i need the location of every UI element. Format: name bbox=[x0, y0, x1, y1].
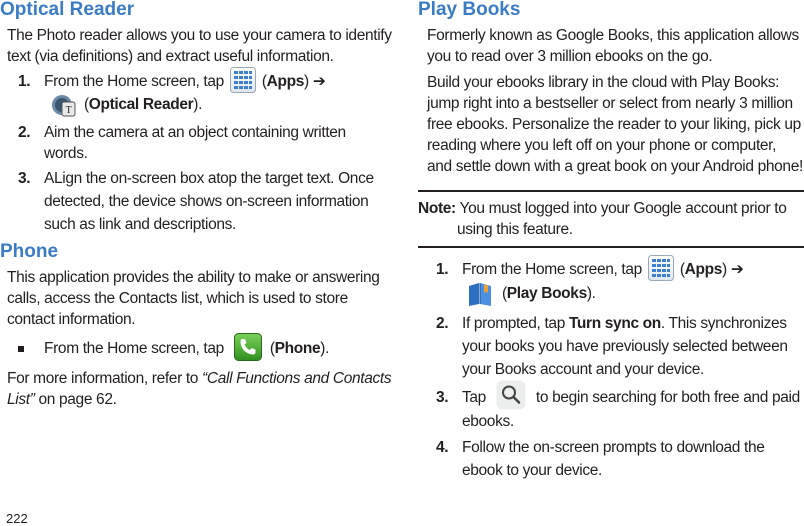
play-books-para2: Build your ebooks library in the cloud with Play Books: jump right into a bestseller or select from nearly 3 million free ebooks. Personalize the reader to your liking, pick up reading where you left off on your phone or computer, and settle down with a great book on your Android phone! bbox=[427, 74, 803, 175]
play-books-heading: Play Books bbox=[418, 0, 521, 20]
left-column bbox=[0, 0, 392, 410]
optical-reader-intro: The Photo reader allows you to use your camera to identify text (via definitions) and extract useful information. bbox=[7, 27, 392, 65]
optical-reader-steps bbox=[0, 71, 392, 236]
bullet-square-icon bbox=[18, 335, 25, 363]
note-label: Note: bbox=[418, 200, 456, 217]
list-item: 4. Follow the on-screen prompts to download the ebook to your device. bbox=[436, 439, 765, 479]
turn-sync-on-label: Turn sync on bbox=[568, 315, 661, 332]
list-item: From the Home screen, tap (Phone). bbox=[0, 335, 392, 363]
apps-grid-icon[interactable] bbox=[230, 67, 256, 93]
list-item: 3. ALign the on-screen box atop the target text. Once detected, the device shows on-screen information such as link and descriptions. bbox=[18, 170, 374, 233]
play-books-para1: Formerly known as Google Books, this application allows you to read over 3 million ebooks on the go. bbox=[427, 27, 799, 65]
optical-reader-heading: Optical Reader bbox=[0, 0, 135, 20]
apps-grid-icon[interactable] bbox=[648, 255, 674, 281]
note-text: You must logged into your Google account prior to using this feature. bbox=[457, 200, 787, 238]
list-item: 1. From the Home screen, tap (Apps) ➔ (Play Books). bbox=[418, 259, 804, 306]
list-item: 2. If prompted, tap Turn sync on. This synchronizes your books you have previously selected between your Books account and your device. bbox=[436, 315, 788, 378]
play-books-app-icon[interactable] bbox=[466, 281, 494, 307]
svg-text:T: T bbox=[65, 105, 72, 116]
right-column bbox=[418, 0, 804, 482]
list-item: 2. Aim the camera at an object containing written words. bbox=[18, 124, 346, 162]
phone-heading: Phone bbox=[0, 241, 59, 262]
list-item: 3. Tap to begin searching for both free and paid ebooks. bbox=[418, 386, 804, 433]
call-functions-link[interactable]: “Call Functions and Contacts List” bbox=[7, 370, 392, 408]
play-books-steps bbox=[418, 259, 804, 482]
phone-more-info: For more information, refer to “Call Functions and Contacts List” on page 62. bbox=[7, 370, 392, 408]
phone-intro: This application provides the ability to make or answering calls, access the Contacts list, which is used to store contact information. bbox=[7, 269, 380, 328]
page-number: 222 bbox=[6, 511, 28, 526]
note-box bbox=[418, 190, 804, 248]
list-item: 1. From the Home screen, tap (Apps) ➔ T (Optical Reader). bbox=[0, 71, 392, 115]
optical-reader-app-icon[interactable] bbox=[50, 93, 76, 117]
phone-app-icon[interactable] bbox=[234, 333, 262, 361]
search-icon[interactable] bbox=[496, 380, 526, 410]
